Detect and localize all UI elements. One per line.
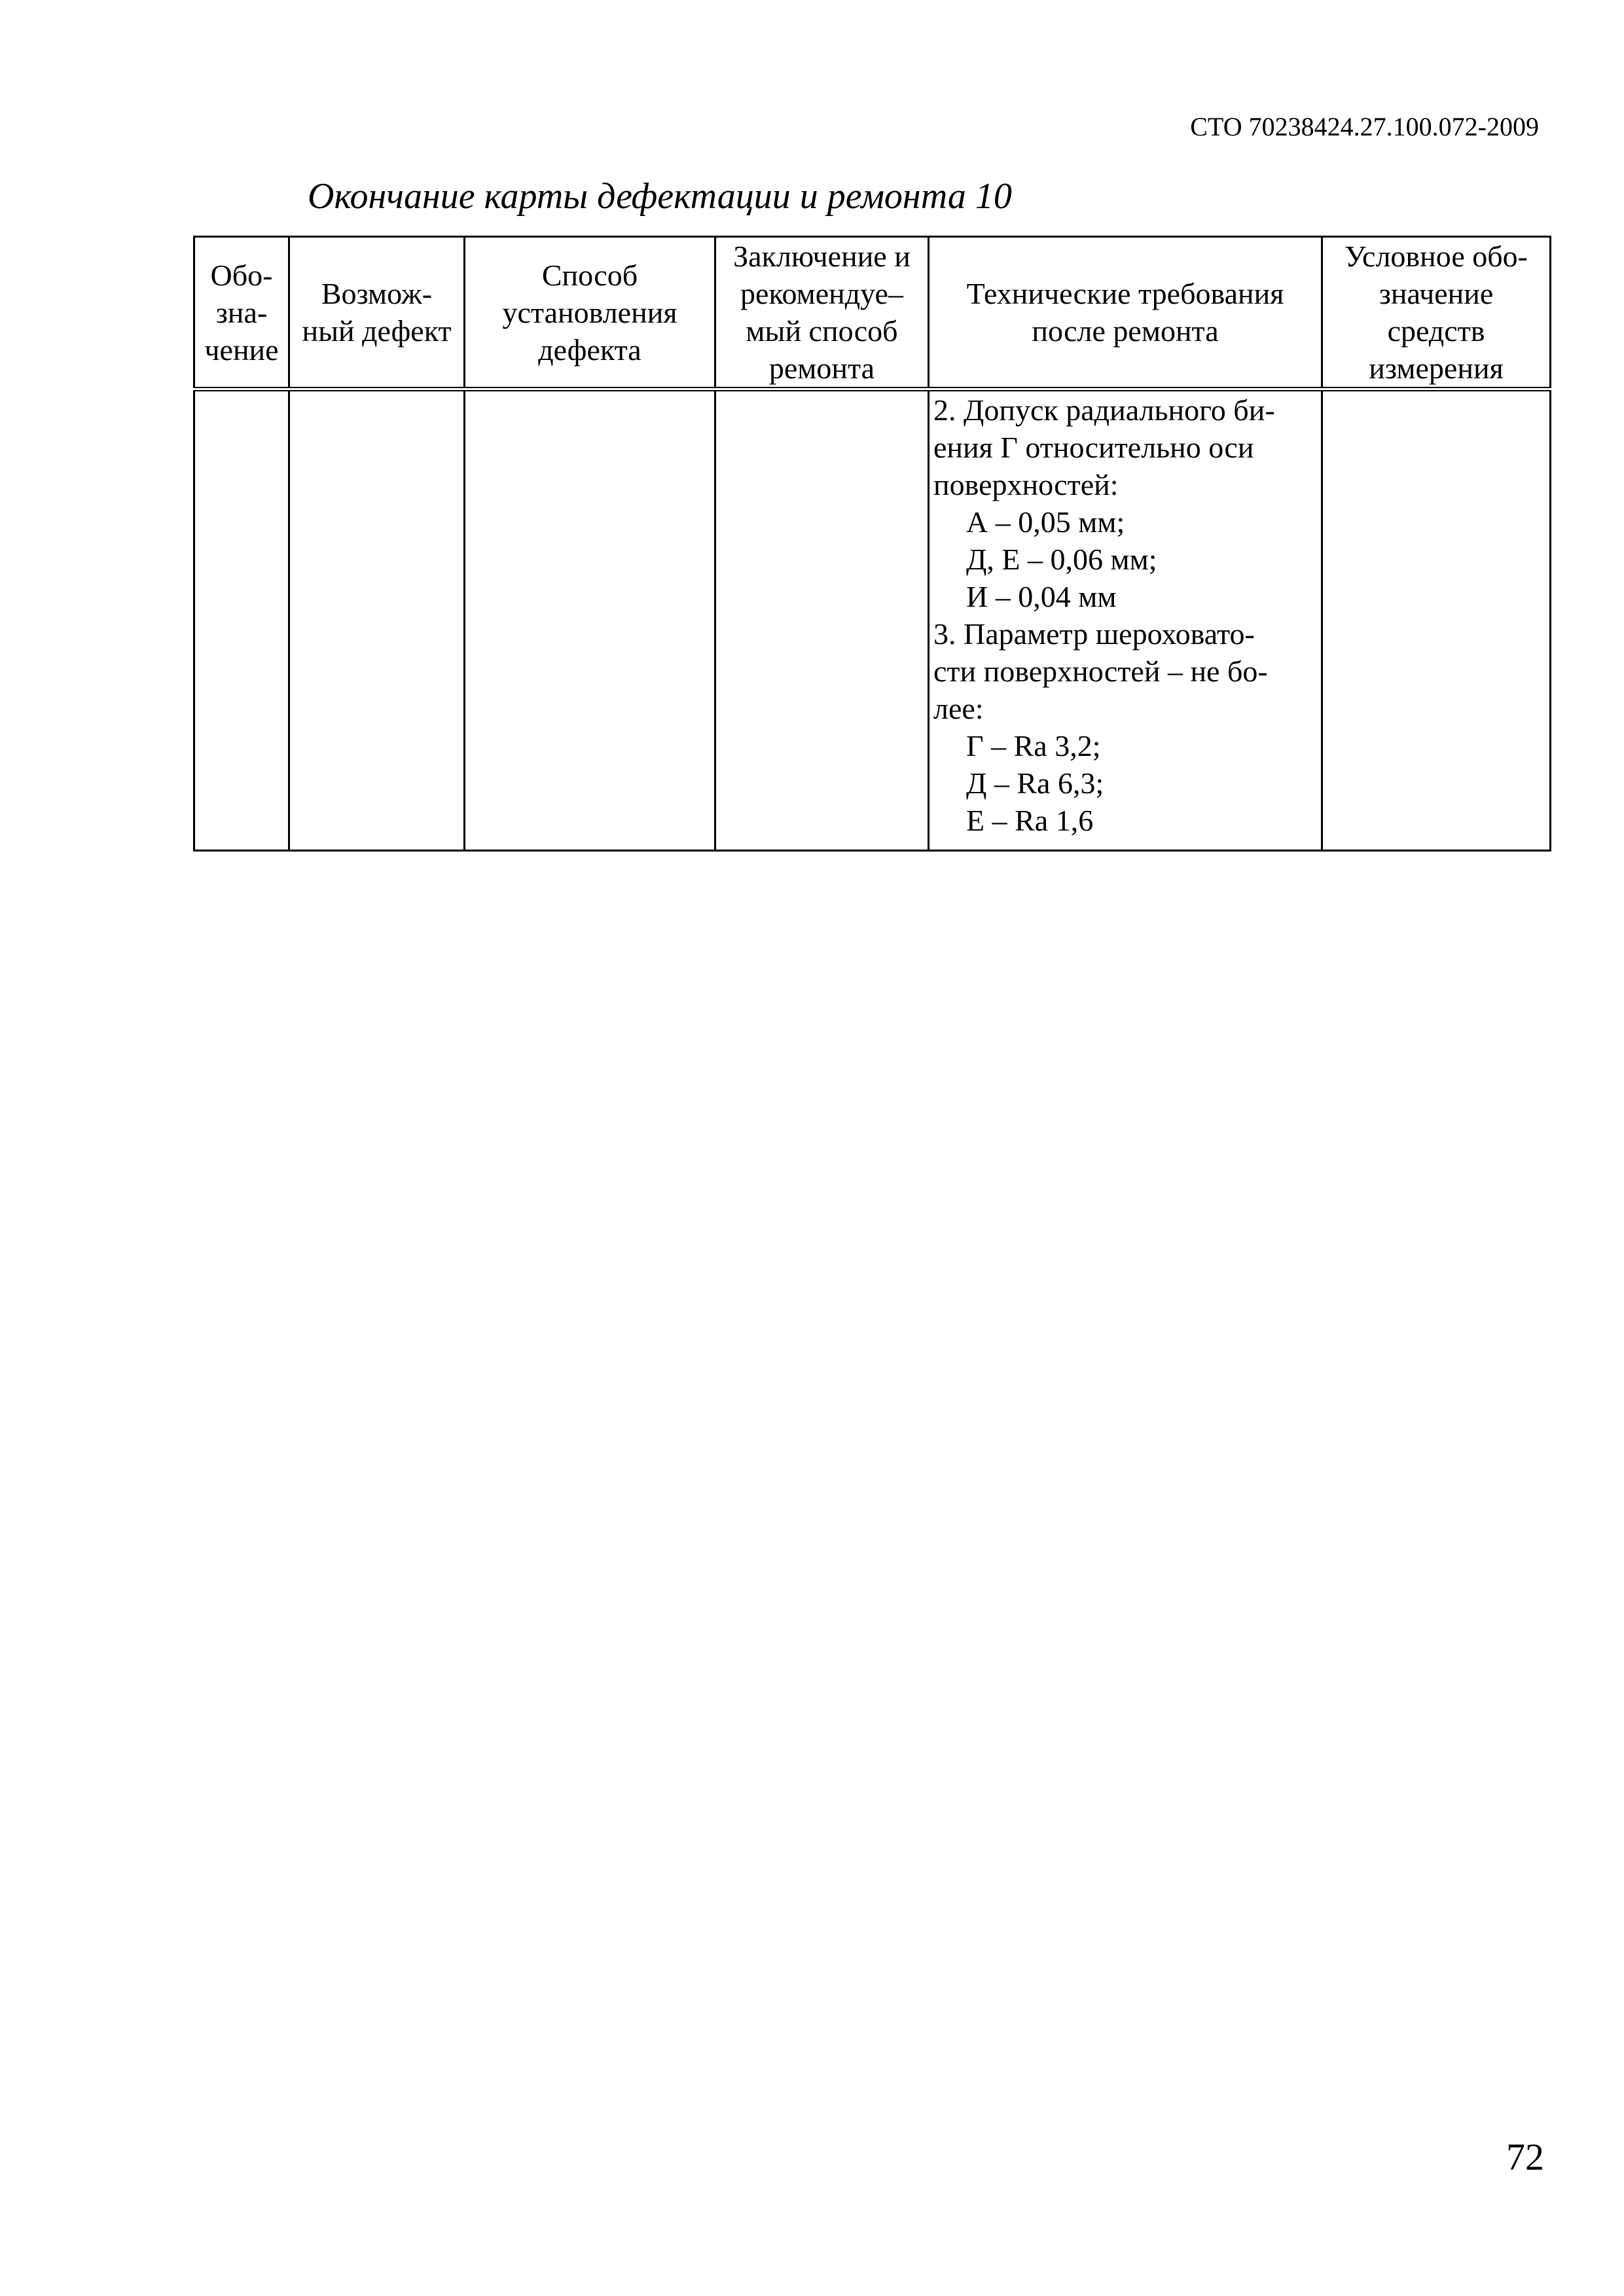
column-header-line: рекомендуе– <box>740 277 903 310</box>
column-header-line: измерения <box>1369 351 1504 385</box>
requirement-line: 3. Параметр шероховато- <box>933 617 1255 651</box>
cell-repair-method <box>715 389 929 851</box>
table-header-row <box>194 237 1551 389</box>
cell-possible-defect <box>289 389 465 851</box>
requirement-line: И – 0,04 мм <box>966 580 1117 613</box>
column-header-possible-defect <box>289 237 465 389</box>
column-header-line: Условное обо- <box>1344 240 1528 273</box>
requirement-line: ения Г относительно оси <box>933 431 1254 464</box>
column-header-line: дефекта <box>538 332 641 367</box>
column-header-line: Технические требования <box>966 277 1284 310</box>
cell-technical-requirements <box>929 389 1322 851</box>
cell-designation <box>194 389 289 851</box>
column-header-line: Заключение и <box>733 240 911 273</box>
column-header-line: ремонта <box>768 351 875 385</box>
defect-repair-table <box>193 236 1551 852</box>
requirement-line: Д – Ra 6,3; <box>966 766 1104 800</box>
column-header-line: средств <box>1387 314 1485 348</box>
column-header-line: значение <box>1379 277 1494 310</box>
column-header-line: Обо- <box>210 258 273 292</box>
cell-measuring-tools <box>1322 389 1551 851</box>
column-header-line: чение <box>204 332 279 367</box>
column-header-line: зна- <box>215 295 268 329</box>
column-header-line: ный дефект <box>302 314 452 348</box>
column-header-line: установления <box>502 295 677 329</box>
requirement-line: сти поверхностей – не бо- <box>933 655 1268 688</box>
column-header-repair-method <box>715 237 929 389</box>
requirement-line: А – 0,05 мм; <box>966 505 1125 539</box>
requirement-line: Д, Е – 0,06 мм; <box>966 543 1157 576</box>
requirement-line: Г – Ra 3,2; <box>966 729 1101 762</box>
document-code: СТО 70238424.27.100.072-2009 <box>1190 112 1539 141</box>
column-header-designation <box>194 237 289 389</box>
column-header-line: Способ <box>541 258 638 292</box>
requirement-line: Е – Ra 1,6 <box>966 804 1094 837</box>
table-row <box>194 389 1551 851</box>
requirement-line: лее: <box>933 692 984 725</box>
column-header-line: мый способ <box>746 314 898 348</box>
column-header-technical-requirements <box>929 237 1322 389</box>
column-header-line: Возмож- <box>321 277 433 310</box>
requirement-line: поверхностей: <box>933 468 1119 501</box>
column-header-line: после ремонта <box>1032 314 1219 348</box>
column-header-measuring-tools <box>1322 237 1551 389</box>
cell-detection-method <box>465 389 715 851</box>
table-caption: Окончание карты дефектации и ремонта 10 <box>308 176 1012 217</box>
column-header-detection-method <box>465 237 715 389</box>
page-number: 72 <box>1506 2136 1544 2178</box>
requirement-line: 2. Допуск радиального би- <box>933 393 1275 427</box>
